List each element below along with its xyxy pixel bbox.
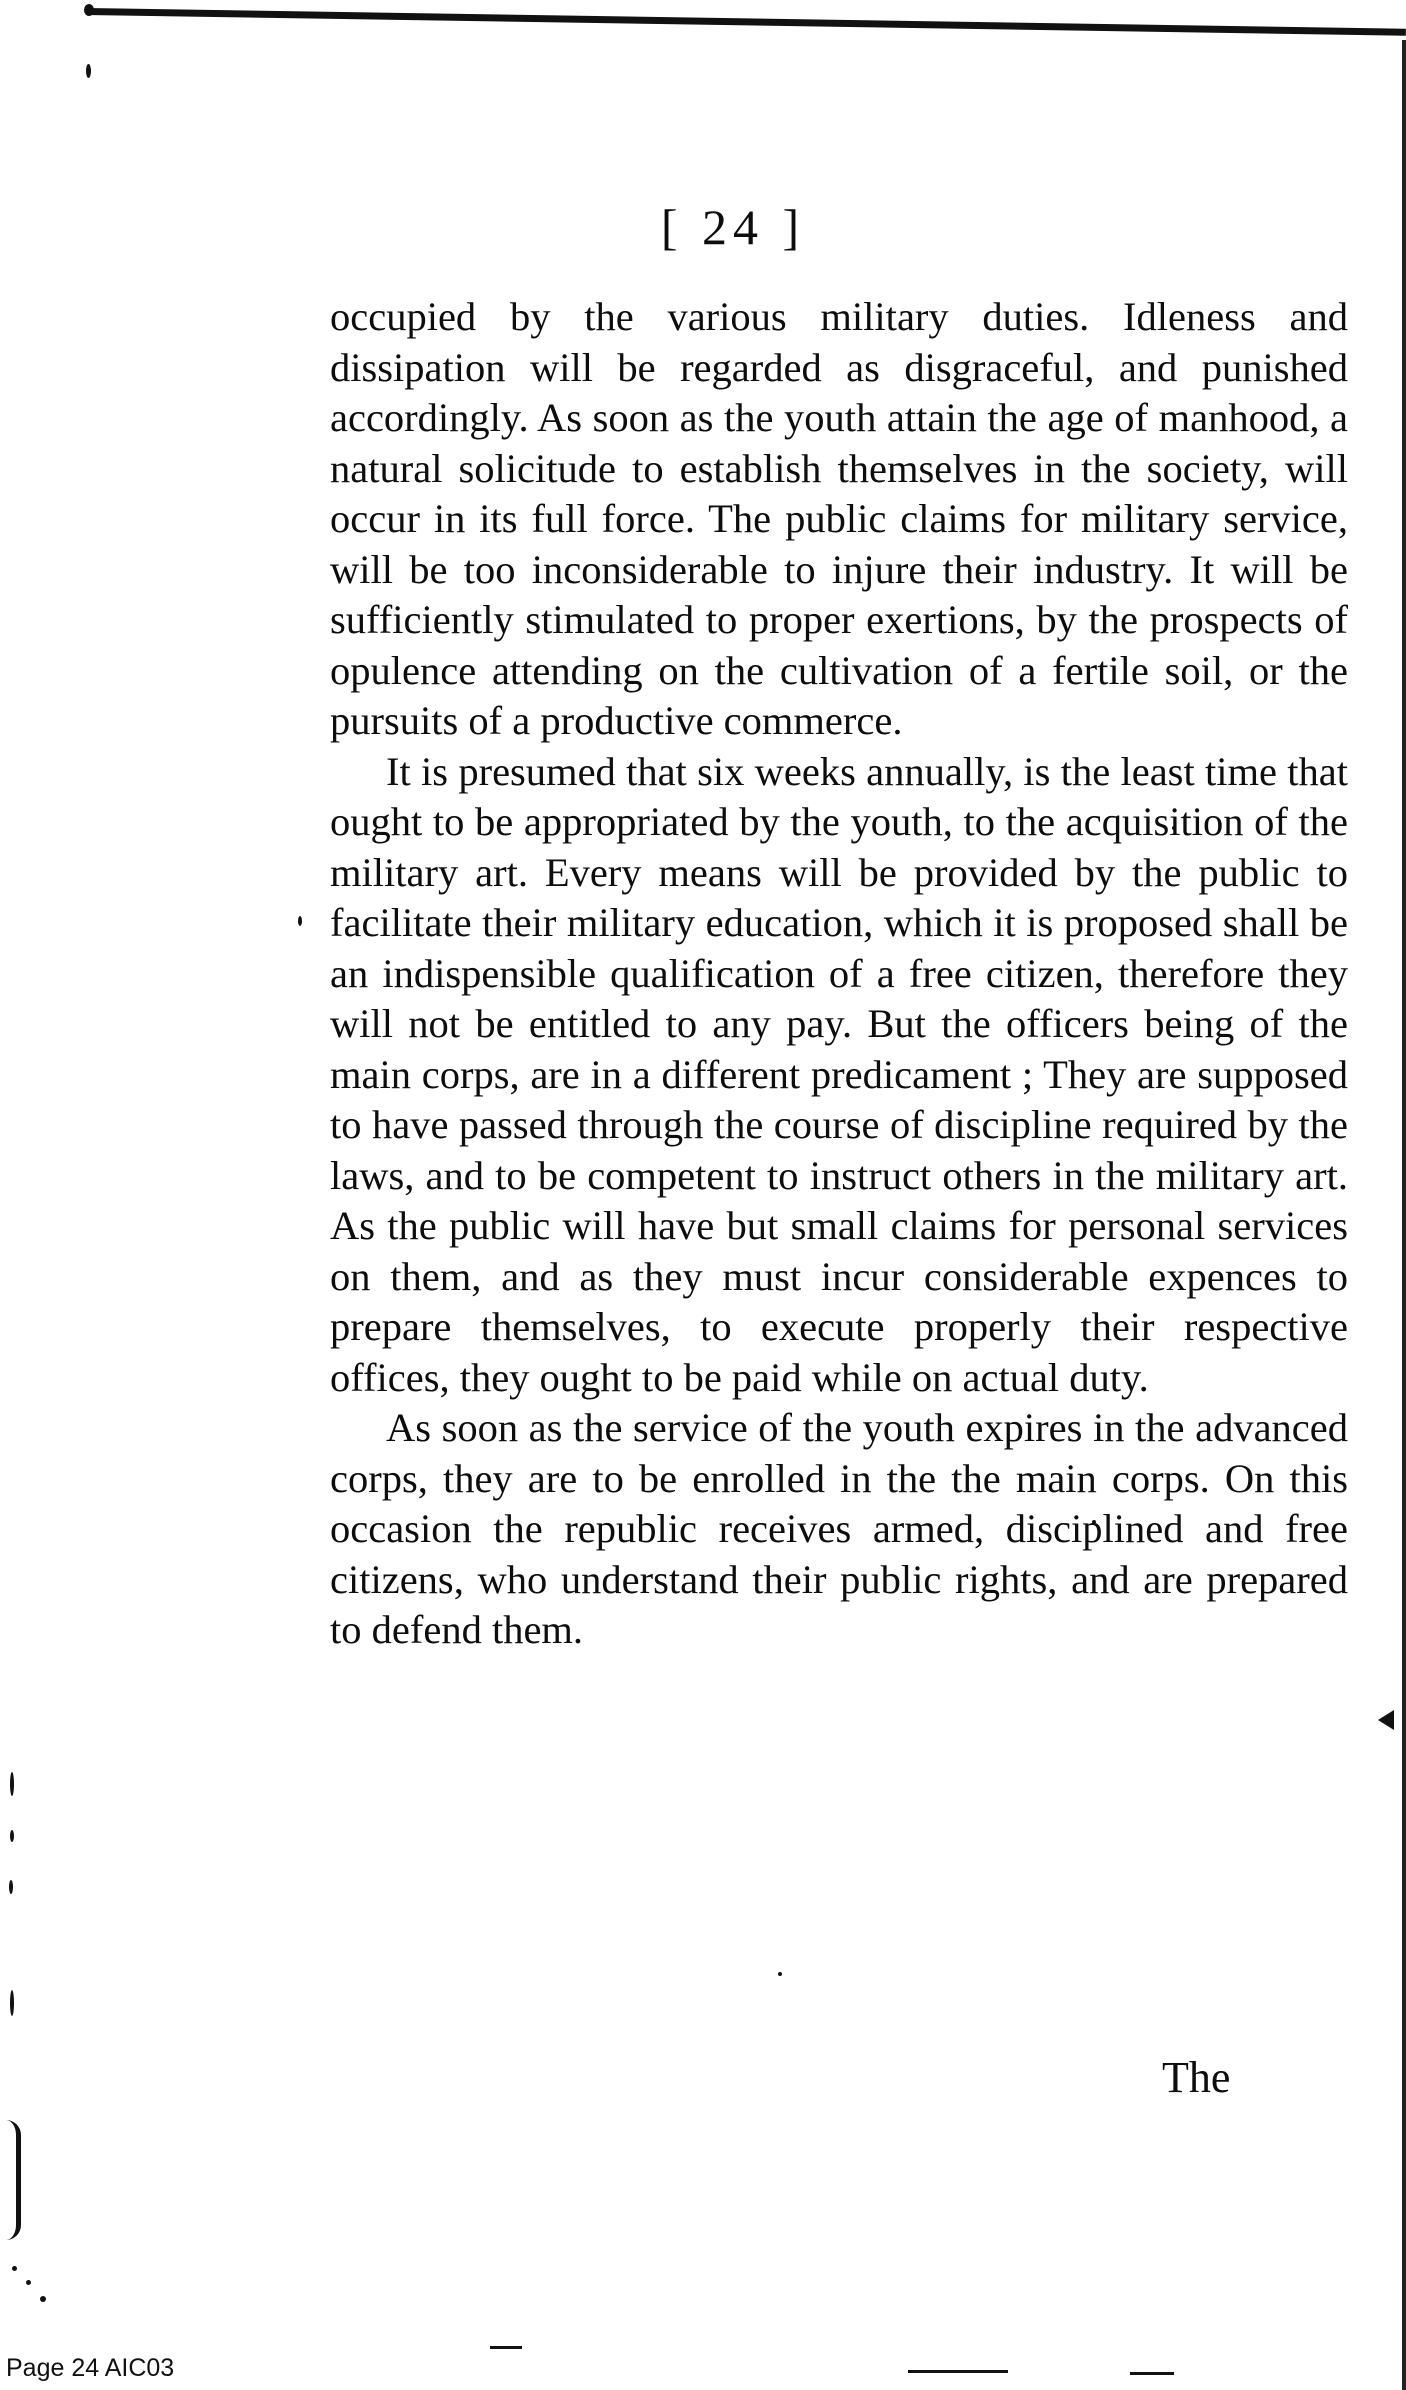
scan-speck bbox=[86, 64, 91, 78]
scan-speck bbox=[10, 1830, 14, 1842]
scan-top-edge bbox=[86, 8, 1406, 36]
paragraph-2: It is presumed that six weeks annually, is the least time that ought to be appropriated by the youth, to the acquisition of the military art. Every means will be provided by the public to facilitate their military education, which it is proposed shall be an indispensible qualification of a free citizen, therefore they will not be entitled to any pay. But the officers being of the main corps, are in a different predicament ; They are supposed to have passed through the course of discipline required by the laws, and to be competent to instruct others in the military art. As the public will have but small claims for personal services on them, and as they must incur considerable expences to prepare themselves, to execute properly their respective offices, they ought to be paid while on actual duty. bbox=[330, 748, 1348, 1400]
scan-right-edge bbox=[1402, 40, 1406, 2390]
scan-speck bbox=[10, 1772, 14, 1796]
paragraph-1: occupied by the various military duties. Idleness and dissipation will be regarded as disgraceful, and punished accordingly. As soon as the youth attain the age of manhood, a natural solicitude to establish themselves in the society, will occur in its full force. The public claims for military service, will be too inconsiderable to injure their industry. It will be sufficiently stimulated to proper exertions, by the prospects of opulence attending on the cultivation of a fertile soil, or the pursuits of a productive commerce. bbox=[330, 294, 1348, 743]
body-text bbox=[330, 292, 1348, 1656]
scan-dash bbox=[490, 2346, 522, 2349]
scan-dash bbox=[908, 2370, 1008, 2373]
scan-page-label: Page 24 AIC03 bbox=[6, 2354, 175, 2382]
scan-edge-notch bbox=[1378, 1710, 1394, 1730]
scan-speck bbox=[298, 916, 302, 926]
scan-speck bbox=[26, 2280, 31, 2285]
scan-speck bbox=[84, 4, 94, 16]
scan-speck bbox=[12, 2266, 17, 2271]
paragraph-3: As soon as the service of the youth expires in the advanced corps, they are to be enrolled in the the main corps. On this occasion the republic receives armed, disciplined and free citizens, who understand their public rights, and are prepared to defend them. bbox=[330, 1405, 1348, 1652]
scan-speck bbox=[10, 1990, 14, 2016]
scan-speck bbox=[9, 1880, 13, 1894]
catchword: The bbox=[1162, 2053, 1231, 2102]
scan-dash bbox=[1130, 2372, 1174, 2375]
page-number-header: [ 24 ] bbox=[660, 199, 806, 255]
scan-speck bbox=[778, 1972, 782, 1976]
scan-bracket-mark bbox=[6, 2120, 21, 2240]
scan-speck bbox=[40, 2296, 46, 2302]
